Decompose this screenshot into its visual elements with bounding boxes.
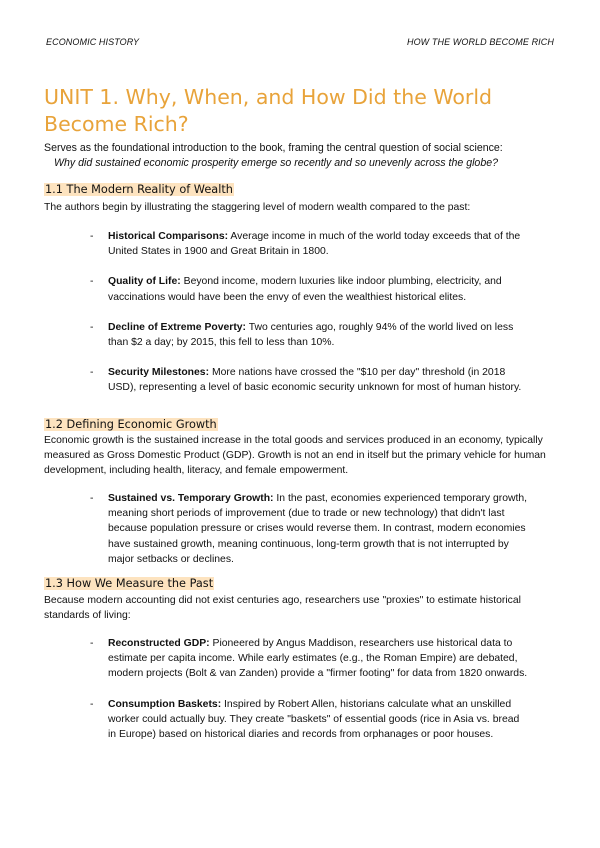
running-header [46,37,554,47]
header-left: ECONOMIC HISTORY [46,37,140,47]
list-item: - Sustained vs. Temporary Growth: In the past, economies experienced temporary growth, meaning short periods of improvement (due to trade or new technology) that didn't last because population pressure or crises would reverse them. In contrast, modern economies have sustained growth, meaning continuous, long-term growth that is not interrupted by major setbacks or declines. [90,491,530,567]
section-1-2-paragraph: Economic growth is the sustained increase in the total goods and services produced in an economy, typically measured as Gross Domestic Product (GDP). Growth is not an end in itself but the primary vehicle for human development, including health, literacy, and female empowerment. [44,435,546,476]
unit-title: UNIT 1. Why, When, and How Did the World Become Rich? [44,85,493,136]
list-item: - Quality of Life: Beyond income, modern luxuries like indoor plumbing, electricity, and vaccinations would have been the envy of even the wealthiest historical elites. [90,274,530,304]
central-question: Why did sustained economic prosperity emerge so recently and so unevenly across the globe? [54,156,499,169]
list-item: - Consumption Baskets: Inspired by Robert Allen, historians calculate what an unskilled worker could actually buy. They create "baskets" of essential goods (rice in Asia vs. bread in Europe) based on historical diaries and records from orphanages or poor houses. [90,697,530,743]
list-item: - Historical Comparisons: Average income in much of the world today exceeds that of the United States in 1900 and Great Britain in 1800. [90,229,530,259]
list-item: - Decline of Extreme Poverty: Two centuries ago, roughly 94% of the world lived on less than $2 a day; by 2015, this fell to less than 10%. [90,320,530,350]
header-right: HOW THE WORLD BECOME RICH [406,37,554,47]
section-1-1-bullets [90,229,530,411]
section-1-3-bullets [90,636,530,757]
section-1-2-bullets [90,491,530,582]
list-item: - Security Milestones: More nations have crossed the "$10 per day" threshold (in 2018 USD), representing a level of basic economic security unknown for most of human history. [90,365,530,395]
intro [44,141,564,170]
section-heading-1-2: 1.2 Defining Economic Growth [45,418,217,431]
list-item: - Reconstructed GDP: Pioneered by Angus Maddison, researchers use historical data to estimate per capita income. While early estimates (e.g., the Roman Empire) are debated, modern projects (Bolt & van Zanden) provide a "firmer footing" for data from 1820 onwards. [90,636,530,682]
section-1-1-paragraph: The authors begin by illustrating the staggering level of modern wealth compared to the past: [44,202,471,213]
section-1-3-paragraph: Because modern accounting did not exist centuries ago, researchers use "proxies" to estimate historical standards of living: [44,595,521,621]
section-heading-1-3: 1.3 How We Measure the Past [45,577,214,590]
section-heading-1-1: 1.1 The Modern Reality of Wealth [45,183,233,196]
intro-text: Serves as the foundational introduction to the book, framing the central question of social science: [44,142,503,154]
